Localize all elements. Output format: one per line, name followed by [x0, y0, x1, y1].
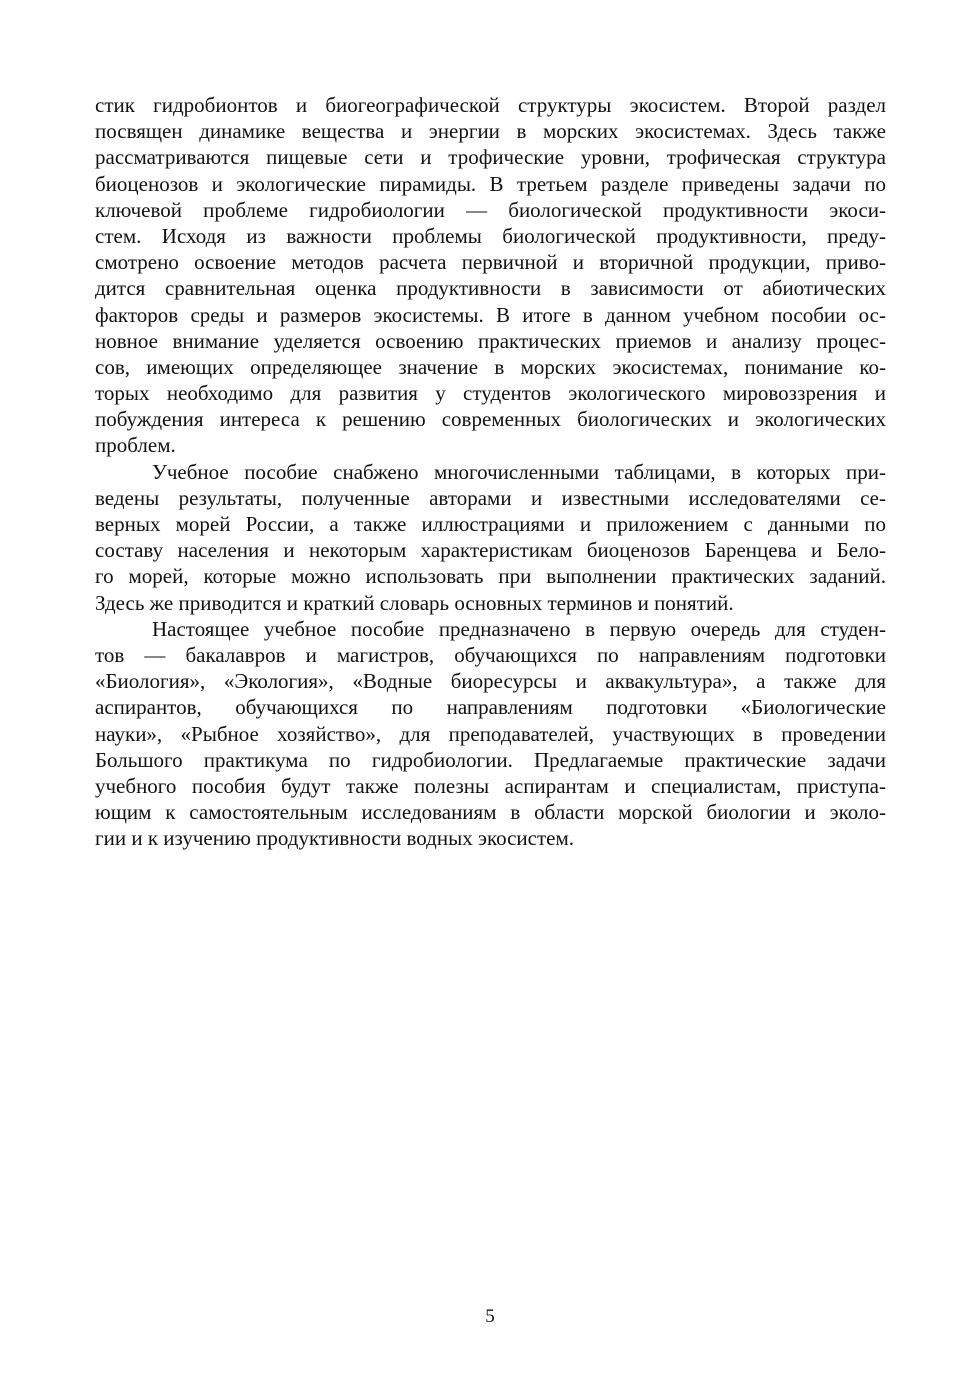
- text-line: проблем.: [95, 433, 176, 458]
- text-line: посвящен динамике вещества и энергии в морских экосистемах. Здесь также: [95, 119, 886, 144]
- paragraph-3: [95, 616, 886, 852]
- text-line: Настоящее учебное пособие предназначено в первую очередь для студен-: [152, 616, 886, 641]
- text-line: Здесь же приводится и краткий словарь основных терминов и понятий.: [95, 590, 734, 615]
- text-line: торых необходимо для развития у студентов экологического мировоззрения и: [95, 381, 886, 406]
- text-line: побуждения интереса к решению современных биологических и экологических: [95, 407, 886, 432]
- text-line: аспирантов, обучающихся по направлениям подготовки «Биологические: [95, 695, 886, 720]
- text-line: ключевой проблеме гидробиологии — биологической продуктивности экоси-: [95, 197, 886, 222]
- text-line: науки», «Рыбное хозяйство», для преподавателей, участвующих в проведении: [95, 721, 886, 746]
- text-line: «Биология», «Экология», «Водные биоресурсы и аквакультура», а также для: [95, 669, 886, 694]
- text-line: тов — бакалавров и магистров, обучающихся по направлениям подготовки: [95, 642, 886, 667]
- text-line: стем. Исходя из важности проблемы биологической продуктивности, преду-: [95, 223, 886, 248]
- paragraph-1: [95, 92, 886, 459]
- text-line: гии и к изучению продуктивности водных экосистем.: [95, 826, 575, 851]
- text-line: смотрено освоение методов расчета первичной и вторичной продукции, приво-: [95, 250, 886, 275]
- text-line: биоценозов и экологические пирамиды. В третьем разделе приведены задачи по: [95, 171, 886, 196]
- text-line: стик гидробионтов и биогеографической структуры экосистем. Второй раздел: [95, 93, 886, 117]
- text-line: составу населения и некоторым характеристикам биоценозов Баренцева и Бело-: [95, 538, 886, 563]
- page-number: 5: [485, 1306, 495, 1327]
- text-line: рассматриваются пищевые сети и трофические уровни, трофическая структура: [95, 145, 886, 170]
- text-line: дится сравнительная оценка продуктивности в зависимости от абиотических: [95, 276, 886, 301]
- text-line: Учебное пособие снабжено многочисленными таблицами, в которых при-: [152, 459, 886, 484]
- paragraph-2: [95, 459, 886, 616]
- text-line: новное внимание уделяется освоению практических приемов и анализу процес-: [95, 328, 886, 353]
- text-line: сов, имеющих определяющее значение в морских экосистемах, понимание ко-: [95, 354, 886, 379]
- text-line: го морей, которые можно использовать при выполнении практических заданий.: [95, 564, 886, 589]
- text-line: учебного пособия будут также полезны аспирантам и специалистам, приступа-: [95, 773, 886, 798]
- text-line: ведены результаты, полученные авторами и известными исследователями се-: [95, 485, 886, 510]
- body-text: [95, 92, 886, 851]
- text-line: факторов среды и размеров экосистемы. В итоге в данном учебном пособии ос-: [95, 302, 886, 327]
- text-line: верных морей России, а также иллюстрациями и приложением с данными по: [95, 512, 886, 536]
- text-line: ющим к самостоятельным исследованиям в области морской биологии и эколо-: [95, 800, 886, 825]
- text-line: Большого практикума по гидробиологии. Предлагаемые практические задачи: [95, 747, 886, 772]
